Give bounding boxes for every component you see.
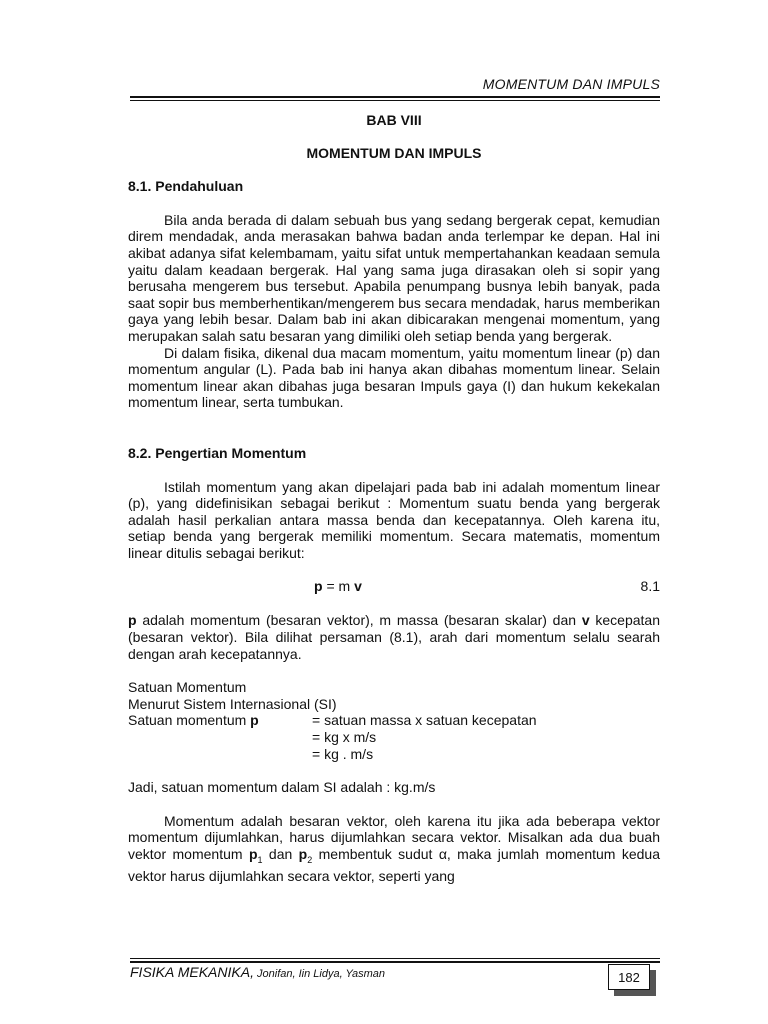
definition-paragraph: Istilah momentum yang akan dipelajari pada bab ini adalah momentum linear (p), yang didefinisikan sebagai berikut : Momentum suatu benda yang bergerak adalah hasil perkalian antara massa benda dan kecepatannya. Oleh karena itu, setiap benda yang bergerak memiliki momentum. Secara matematis, momentum linear ditulis sebagai berikut: [128,478,660,561]
momentum-equation [128,578,660,595]
intro-paragraph-2: Di dalam fisika, dikenal dua macam momentum, yaitu momentum linear (p) dan momentum angular (L). Pada bab ini hanya akan dibahas momentum linear. Selain momentum linear akan dibahas juga besaran Impuls gaya (I) dan hukum kekekalan momentum linear, serta tumbukan. [128,344,660,411]
chapter-title: MOMENTUM DAN IMPULS [306,144,482,161]
units-system: Menurut Sistem Internasional (SI) [128,695,337,712]
units-conclusion: Jadi, satuan momentum dalam SI adalah : kg.m/s [128,779,436,796]
footer-rule-thin [130,958,660,959]
equation-explanation: p adalah momentum (besaran vektor), m massa (besaran skalar) dan v kecepatan (besaran vektor). Bila dilihat persaman (8.1), arah dari momentum selalu searah dengan arah kecepatannya. [128,612,661,662]
units-heading: Satuan Momentum [128,679,247,696]
section-heading-intro: 8.1. Pendahuluan [128,178,244,195]
vector-paragraph: Momentum adalah besaran vektor, oleh karena itu jika ada beberapa vektor momentum dijumlahkan, harus dijumlahkan secara vektor. Misalkan ada dua buah vektor momentum $p_1$ dan $p_2$ membentuk sudut α, maka jumlah momentum kedua vektor harus dijumlahkan secara vektor, seperti yang [128,812,661,885]
equation-expression: p = m v [314,578,362,595]
running-header: MOMENTUM DAN IMPULS [482,76,660,92]
header-rule-thick [130,96,660,98]
chapter-label: BAB VIII [366,112,422,128]
units-line-3: = kg . m/s [312,745,374,762]
units-line-1: Satuan momentum p = satuan massa x satuan kecepatan [128,712,537,729]
header-rule-thin [130,100,660,101]
intro-paragraph-1: Bila anda berada di dalam sebuah bus yang sedang bergerak cepat, kemudian direm mendadak, anda merasakan bahwa badan anda terlempar ke depan. Hal ini akibat adanya sifat kelembamam, yaitu sifat untuk mempertahankan keadaan semula yaitu dalam keadaan bergerak. Hal yang sama juga dirasakan oleh si sopir yang berusaha mengerem bus tersebut. Apabila penumpang busnya lebih banyak, pada saat sopir bus memberhentikan/mengerem bus secara mendadak, harus memberikan gaya yang lebih besar. Dalam bab ini akan dibicarakan mengenai momentum, yang merupakan salah satu besaran yang dimiliki oleh setiap benda yang bergerak. [128,211,660,344]
footer-rule-thick [130,961,660,963]
units-line-2: = kg x m/s [312,729,377,746]
footer-book-credit: FISIKA MEKANIKA, Jonifan, Iin Lidya, Yasman [130,964,386,980]
page-body [128,104,660,885]
equation-number: 8.1 [640,578,660,595]
units-label: Satuan momentum p [128,712,259,729]
section-heading-definition: 8.2. Pengertian Momentum [128,444,307,461]
page-number: 182 [608,964,650,990]
